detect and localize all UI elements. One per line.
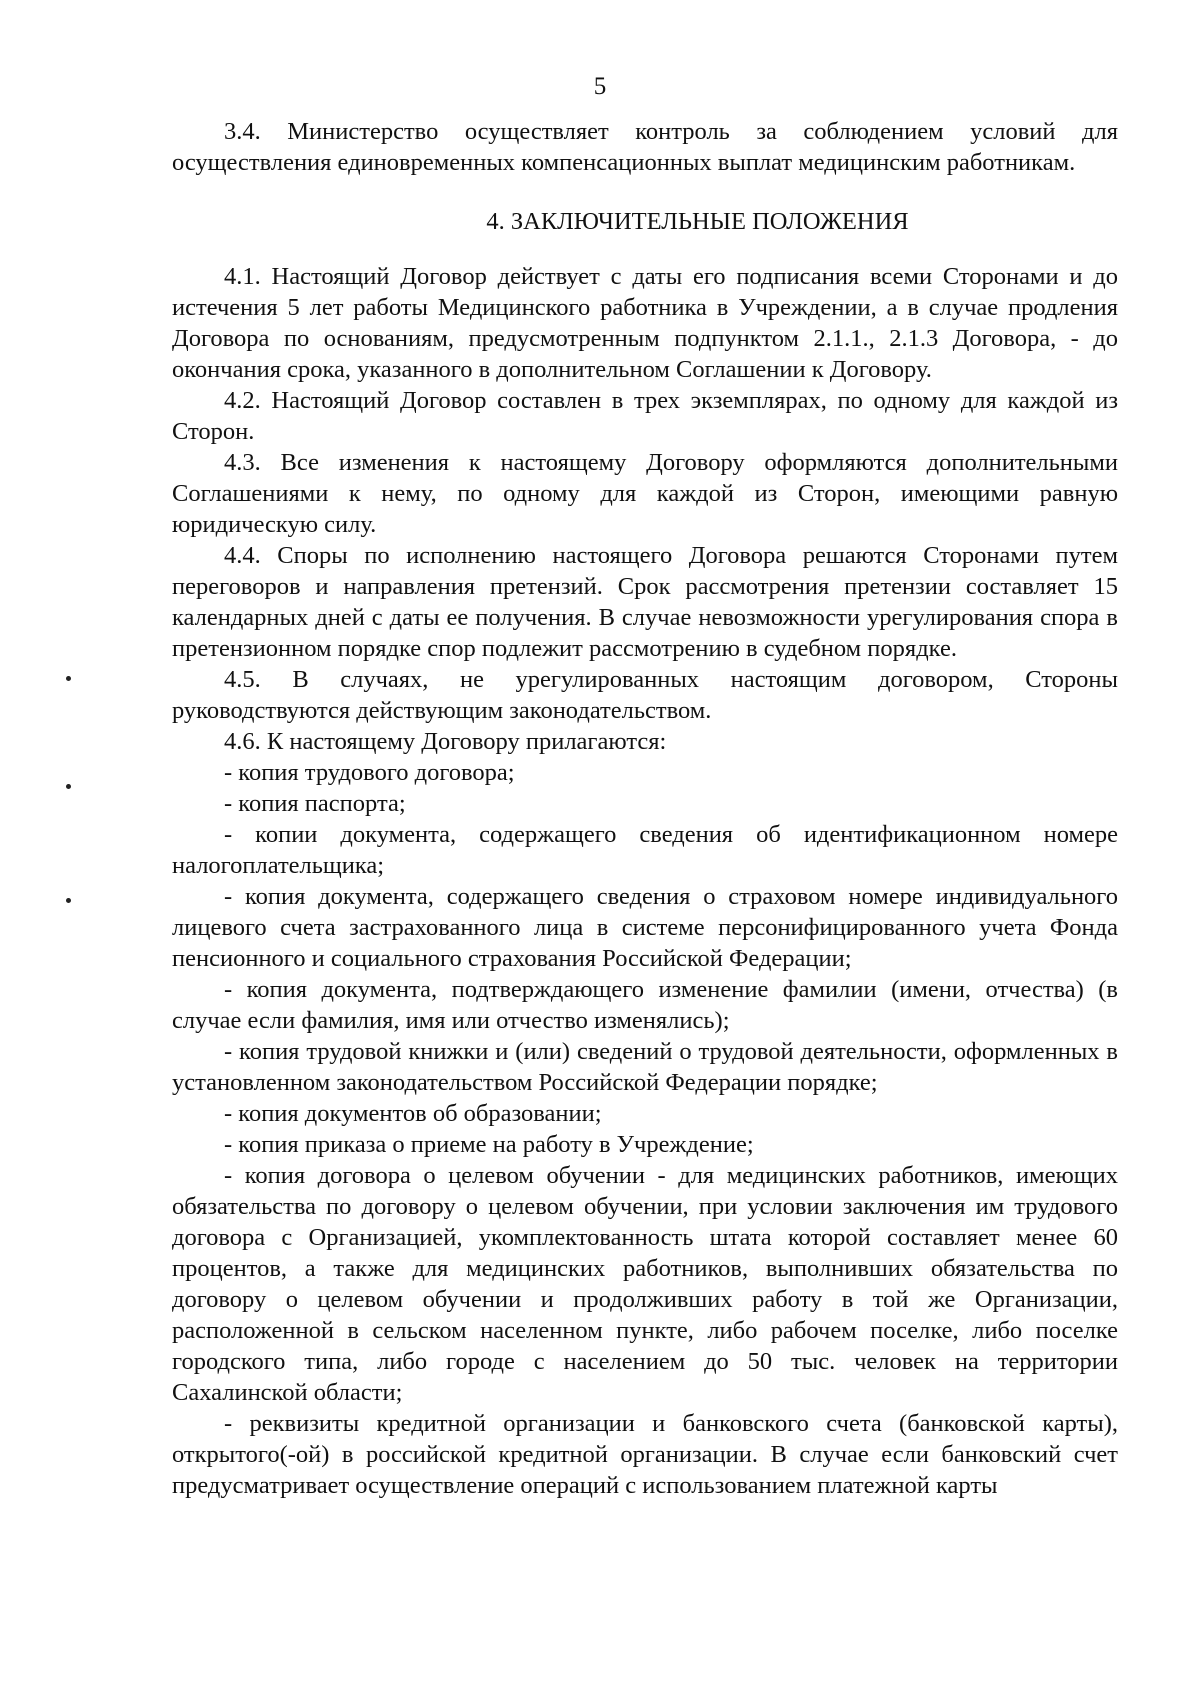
paragraph-4-3: 4.3. Все изменения к настоящему Договору оформляются дополнительными Соглашениями к нему, по одному для каждой из Сторон, имеющими равную юридическую силу. (172, 449, 1118, 538)
list-item-target-training: - копия договора о целевом обучении - для медицинских работников, имеющих обязательства по договору о целевом обучении, при условии заключения им трудового договора с Организацией, укомплектованность штата которой составляет менее 60 процентов, а также для медицинских работников, выполнивших обязательства по договору о целевом обучении и продолживших работу в той же Организации, расположенной в сельском населенном пункте, либо рабочем поселке, либо поселке городского типа, либо городе с населением до 50 тыс. человек на территории Сахалинской области; (172, 1162, 1118, 1406)
page-number: 5 (593, 73, 607, 100)
paragraph-4-4: 4.4. Споры по исполнению настоящего Договора решаются Сторонами путем переговоров и направления претензий. Срок рассмотрения претензии составляет 15 календарных дней с даты ее получения. В случае невозможности урегулирования спора в претензионном порядке спор подлежит рассмотрению в судебном порядке. (172, 542, 1118, 662)
list-item-labor-contract: - копия трудового договора; (224, 759, 515, 786)
paragraph-4-2: 4.2. Настоящий Договор составлен в трех экземплярах, по одному для каждой из Сторон. (172, 387, 1118, 445)
list-item-inn: - копии документа, содержащего сведения об идентификационном номере налогоплательщика; (172, 821, 1118, 879)
list-item-passport: - копия паспорта; (224, 790, 406, 817)
paragraph-4-1: 4.1. Настоящий Договор действует с даты его подписания всеми Сторонами и до истечения 5 лет работы Медицинского работника в Учреждении, а в случае продления Договора по основаниям, предусмотренным подпунктом 2.1.1., 2.1.3 Договора, - до окончания срока, указанного в дополнительном Соглашении к Договору. (172, 263, 1118, 383)
scan-speck (66, 898, 71, 903)
section-heading: 4. ЗАКЛЮЧИТЕЛЬНЫЕ ПОЛОЖЕНИЯ (486, 208, 909, 235)
paragraph-4-5: 4.5. В случаях, не урегулированных настоящим договором, Стороны руководствуются действующим законодательством. (172, 666, 1118, 724)
paragraph-3-4: 3.4. Министерство осуществляет контроль за соблюдением условий для осуществления единовременных компенсационных выплат медицинским работникам. (172, 118, 1118, 176)
list-item-name-change: - копия документа, подтверждающего изменение фамилии (имени, отчества) (в случае если фамилия, имя или отчество изменялись); (172, 976, 1118, 1034)
scan-speck (66, 676, 71, 681)
list-item-hiring-order: - копия приказа о приеме на работу в Учреждение; (224, 1131, 754, 1158)
list-item-snils: - копия документа, содержащего сведения о страховом номере индивидуального лицевого счета застрахованного лица в системе персонифицированного учета Фонда пенсионного и социального страхования Российской Федерации; (172, 883, 1118, 972)
document-body (172, 116, 1118, 1501)
paragraph-4-6: 4.6. К настоящему Договору прилагаются: (224, 728, 667, 755)
list-item-education: - копия документов об образовании; (224, 1100, 602, 1127)
scan-speck (66, 784, 71, 789)
list-item-bank-details: - реквизиты кредитной организации и банковского счета (банковской карты), открытого(-ой) в российской кредитной организации. В случае если банковский счет предусматривает осуществление операций с использованием платежной карты (172, 1410, 1118, 1499)
list-item-work-book: - копия трудовой книжки и (или) сведений о трудовой деятельности, оформленных в установленном законодательством Российской Федерации порядке; (172, 1038, 1118, 1096)
